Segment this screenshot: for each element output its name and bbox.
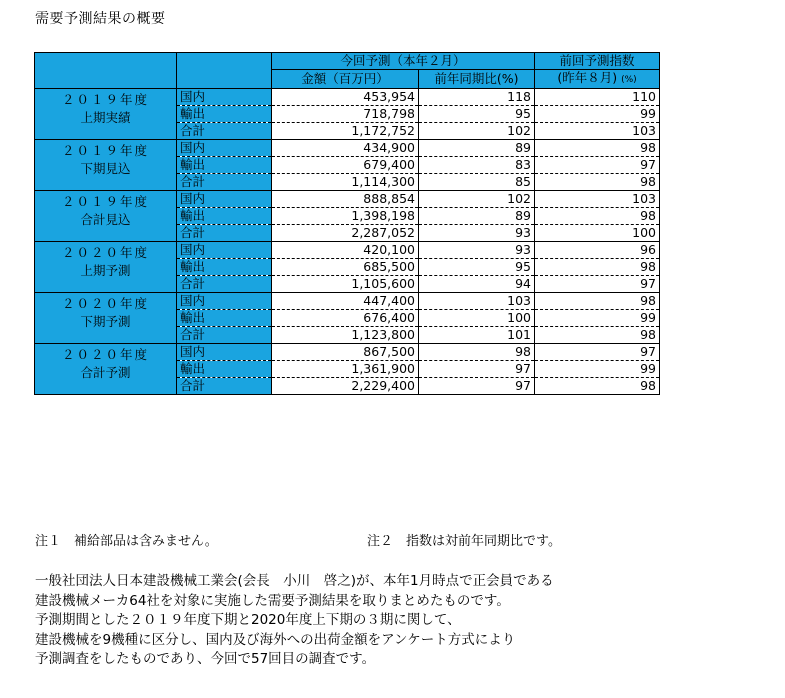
header-previous-sub: (昨年８月) (557, 70, 618, 85)
amount-cell: 718,798 (272, 106, 419, 123)
amount-cell: 1,398,198 (272, 208, 419, 225)
period-year: ２０１９年度 (61, 194, 149, 209)
yoy-ratio-cell: 118 (419, 89, 535, 106)
period-cell (35, 344, 177, 395)
previous-index-cell: 98 (535, 174, 660, 191)
header-corner (35, 53, 177, 89)
yoy-ratio-cell: 98 (419, 344, 535, 361)
yoy-ratio-cell: 83 (419, 157, 535, 174)
header-amount: 金額（百万円） (272, 70, 419, 89)
description-line: 建設機械メーカ64社を対象に実施した需要予測結果を取りまとめたものです。 (35, 592, 510, 609)
amount-cell: 1,114,300 (272, 174, 419, 191)
previous-index-cell: 110 (535, 89, 660, 106)
yoy-ratio-cell: 93 (419, 242, 535, 259)
table-row (35, 140, 660, 157)
header-current-forecast: 今回予測（本年２月） (272, 53, 535, 70)
previous-index-cell: 97 (535, 157, 660, 174)
period-year: ２０２０年度 (61, 347, 149, 362)
row-category-label: 輸出 (177, 361, 272, 378)
yoy-ratio-cell: 102 (419, 123, 535, 140)
yoy-ratio-cell: 89 (419, 208, 535, 225)
period-cell (35, 140, 177, 191)
amount-cell: 867,500 (272, 344, 419, 361)
previous-index-cell: 100 (535, 225, 660, 242)
header-previous-index: 前回予測指数 (535, 53, 660, 70)
period-year: ２０１９年度 (61, 92, 149, 107)
previous-index-cell: 99 (535, 310, 660, 327)
row-category-label: 国内 (177, 242, 272, 259)
row-category-label: 国内 (177, 191, 272, 208)
previous-index-cell: 103 (535, 191, 660, 208)
previous-index-cell: 97 (535, 276, 660, 293)
amount-cell: 1,123,800 (272, 327, 419, 344)
row-category-label: 輸出 (177, 106, 272, 123)
amount-cell: 453,954 (272, 89, 419, 106)
period-label: 下期見込 (80, 161, 131, 176)
row-category-label: 合計 (177, 327, 272, 344)
period-cell (35, 191, 177, 242)
row-category-label: 輸出 (177, 157, 272, 174)
amount-cell: 679,400 (272, 157, 419, 174)
table-row (35, 293, 660, 310)
amount-cell: 685,500 (272, 259, 419, 276)
amount-cell: 2,229,400 (272, 378, 419, 395)
row-category-label: 国内 (177, 344, 272, 361)
header-previous-date (535, 70, 660, 89)
row-category-label: 国内 (177, 89, 272, 106)
yoy-ratio-cell: 100 (419, 310, 535, 327)
period-label: 下期予測 (80, 314, 131, 329)
table-row (35, 89, 660, 106)
yoy-ratio-cell: 94 (419, 276, 535, 293)
period-cell (35, 89, 177, 140)
yoy-ratio-cell: 93 (419, 225, 535, 242)
yoy-ratio-cell: 95 (419, 106, 535, 123)
description-line: 予測期間とした２０１９年度下期と2020年度上下期の３期に関して、 (35, 612, 461, 628)
period-year: ２０２０年度 (61, 245, 149, 260)
forecast-table (34, 52, 660, 395)
note-2: 注２ 指数は対前年同期比です。 (367, 534, 561, 549)
previous-index-cell: 99 (535, 106, 660, 123)
amount-cell: 676,400 (272, 310, 419, 327)
row-category-label: 合計 (177, 225, 272, 242)
row-category-label: 輸出 (177, 310, 272, 327)
period-cell (35, 293, 177, 344)
description-line: 一般社団法人日本建設機械工業会(会長 小川 啓之)が、本年1月時点で正会員である (35, 573, 554, 589)
row-category-label: 輸出 (177, 259, 272, 276)
previous-index-cell: 98 (535, 208, 660, 225)
row-category-label: 合計 (177, 123, 272, 140)
period-label: 合計予測 (80, 365, 131, 380)
previous-index-cell: 98 (535, 259, 660, 276)
period-year: ２０２０年度 (61, 296, 149, 311)
yoy-ratio-cell: 85 (419, 174, 535, 191)
yoy-ratio-cell: 103 (419, 293, 535, 310)
amount-cell: 1,361,900 (272, 361, 419, 378)
row-category-label: 合計 (177, 174, 272, 191)
note-1: 注１ 補給部品は含みません。 (35, 534, 218, 549)
previous-index-cell: 99 (535, 361, 660, 378)
row-category-label: 合計 (177, 276, 272, 293)
amount-cell: 447,400 (272, 293, 419, 310)
amount-cell: 1,172,752 (272, 123, 419, 140)
amount-cell: 888,854 (272, 191, 419, 208)
amount-cell: 2,287,052 (272, 225, 419, 242)
description-line: 建設機械を9機種に区分し、国内及び海外への出荷金額をアンケート方式により (35, 631, 516, 648)
period-label: 上期実績 (80, 110, 131, 125)
header-category (177, 53, 272, 89)
amount-cell: 434,900 (272, 140, 419, 157)
header-previous-unit: (%) (621, 75, 637, 85)
amount-cell: 1,105,600 (272, 276, 419, 293)
amount-cell: 420,100 (272, 242, 419, 259)
yoy-ratio-cell: 101 (419, 327, 535, 344)
previous-index-cell: 98 (535, 293, 660, 310)
previous-index-cell: 98 (535, 327, 660, 344)
yoy-ratio-cell: 97 (419, 361, 535, 378)
row-category-label: 合計 (177, 378, 272, 395)
table-row (35, 344, 660, 361)
header-yoy-ratio: 前年同期比(%) (419, 70, 535, 89)
yoy-ratio-cell: 89 (419, 140, 535, 157)
period-year: ２０１９年度 (61, 143, 149, 158)
table-row (35, 242, 660, 259)
period-cell (35, 242, 177, 293)
description-line: 予測調査をしたものであり、今回で57回目の調査です。 (35, 651, 376, 667)
period-label: 合計見込 (80, 212, 131, 227)
yoy-ratio-cell: 95 (419, 259, 535, 276)
table-row (35, 191, 660, 208)
previous-index-cell: 96 (535, 242, 660, 259)
page-title: 需要予測結果の概要 (35, 11, 166, 27)
previous-index-cell: 98 (535, 378, 660, 395)
yoy-ratio-cell: 97 (419, 378, 535, 395)
row-category-label: 国内 (177, 293, 272, 310)
previous-index-cell: 98 (535, 140, 660, 157)
previous-index-cell: 103 (535, 123, 660, 140)
previous-index-cell: 97 (535, 344, 660, 361)
yoy-ratio-cell: 102 (419, 191, 535, 208)
description (35, 572, 554, 670)
row-category-label: 国内 (177, 140, 272, 157)
row-category-label: 輸出 (177, 208, 272, 225)
period-label: 上期予測 (80, 263, 131, 278)
forecast-table-body (35, 89, 660, 395)
